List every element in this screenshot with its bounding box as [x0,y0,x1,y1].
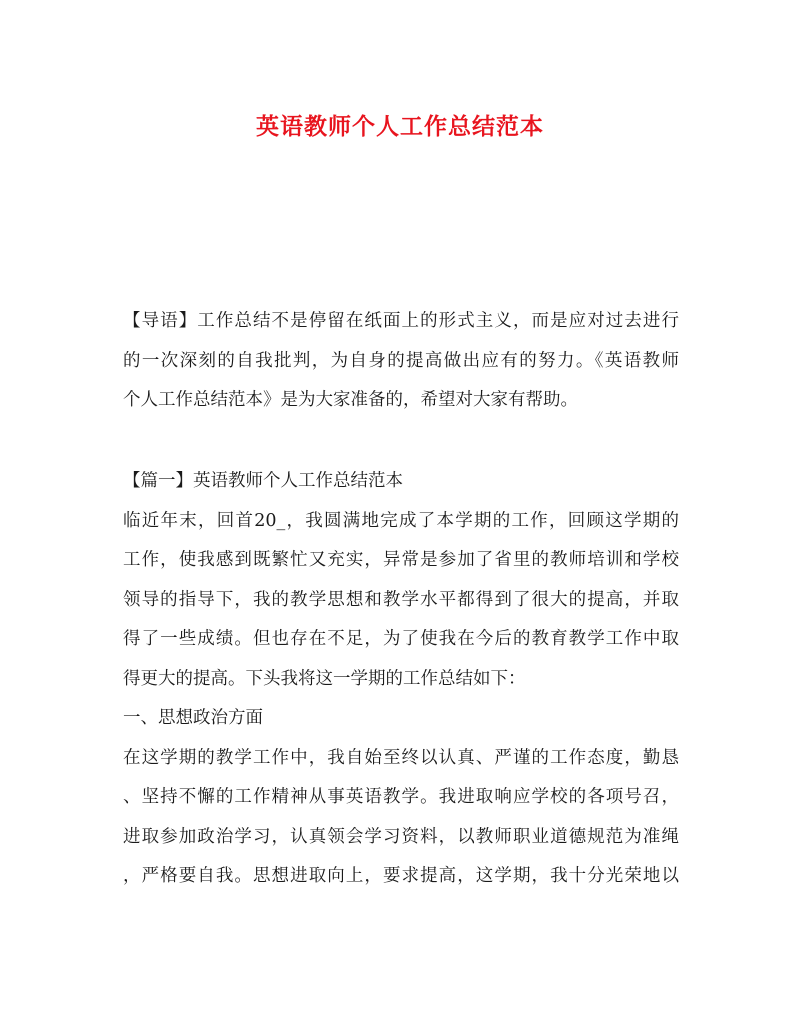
paragraph-line: 在这学期的教学工作中，我自始至终以认真、严谨的工作态度，勤恳 [123,747,679,768]
paragraph-line: ，严格要自我。思想进取向上，要求提高，这学期，我十分光荣地以 [123,866,679,886]
intro-line: 的一次深刻的自我批判，为自身的提高做出应有的努力。《英语教师 [123,350,679,371]
subheading: 一、思想政治方面 [123,708,263,728]
paragraph-line: 进取参加政治学习，认真领会学习资料，以教师职业道德规范为准绳 [123,826,679,847]
intro-line: 个人工作总结范本》是为大家准备的，希望对大家有帮助。 [123,390,578,410]
paragraph-line: 临近年末，回首20_，我圆满地完成了本学期的工作，回顾这学期的 [123,510,679,531]
intro-paragraph [123,302,679,421]
document-title: 英语教师个人工作总结范本 [256,113,544,140]
paragraph-line: 、坚持不懈的工作精神从事英语教学。我进取响应学校的各项号召， [123,787,679,807]
paragraph-line: 得更大的提高。下头我将这一学期的工作总结如下： [123,668,526,689]
paragraph-line: 得了一些成绩。但也存在不足，为了使我在今后的教育教学工作中取 [123,629,679,649]
document-body [123,462,679,897]
paragraph-line: 工作，使我感到既繁忙又充实，异常是参加了省里的教师培训和学校 [123,550,679,570]
paragraph-line: 领导的指导下，我的教学思想和教学水平都得到了很大的提高，并取 [123,589,679,610]
intro-line: 【导语】工作总结不是停留在纸面上的形式主义，而是应对过去进行 [123,311,679,331]
section-heading: 【篇一】英语教师个人工作总结范本 [123,471,403,491]
